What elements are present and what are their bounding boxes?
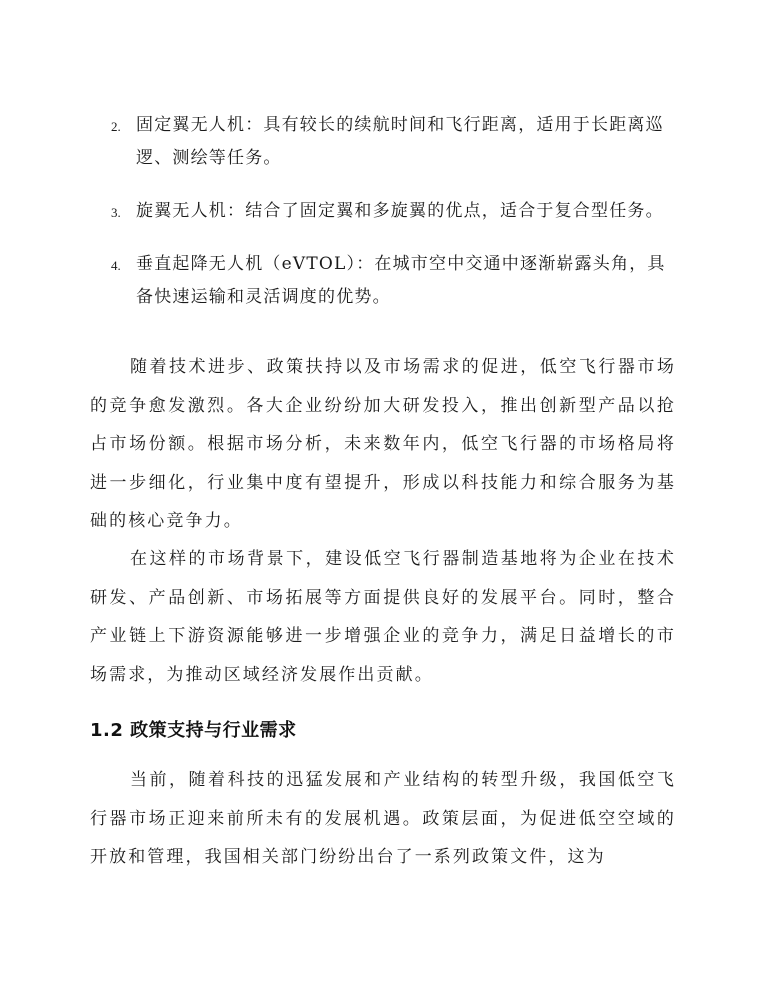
list-item <box>90 195 680 228</box>
list-item-number: 2. <box>111 119 121 134</box>
list-item-text: 旋翼无人机：结合了固定翼和多旋翼的优点，适合于复合型任务。 <box>136 201 664 221</box>
list-item-text: 垂直起降无人机（eVTOL）：在城市空中交通中逐渐崭露头角，具备快速运输和灵活调度的优势。 <box>136 254 666 307</box>
list-item <box>90 248 680 314</box>
body-paragraph-market-competition: 随着技术进步、政策扶持以及市场需求的促进，低空飞行器市场的竞争愈发激烈。各大企业纷纷加大研发投入，推出创新型产品以抢占市场份额。根据市场分析，未来数年内，低空飞行器的市场格局将进一步细化，行业集中度有望提升，形成以科技能力和综合服务为基础的核心竞争力。 <box>90 357 676 531</box>
list-item-text: 固定翼无人机：具有较长的续航时间和飞行距离，适用于长距离巡逻、测绘等任务。 <box>136 115 664 168</box>
numbered-list <box>90 109 680 334</box>
list-item-number: 4. <box>111 258 121 273</box>
list-item <box>90 109 680 175</box>
list-item-number: 3. <box>111 205 121 220</box>
section-heading: 1.2 政策支持与行业需求 <box>90 720 297 741</box>
body-paragraph-policy: 当前，随着科技的迅猛发展和产业结构的转型升级，我国低空飞行器市场正迎来前所未有的发展机遇。政策层面，为促进低空空域的开放和管理，我国相关部门纷纷出台了一系列政策文件，这为 <box>90 770 676 867</box>
body-paragraph-manufacturing-base: 在这样的市场背景下，建设低空飞行器制造基地将为企业在技术研发、产品创新、市场拓展等方面提供良好的发展平台。同时，整合产业链上下游资源能够进一步增强企业的竞争力，满足日益增长的市场需求，为推动区域经济发展作出贡献。 <box>90 549 676 685</box>
